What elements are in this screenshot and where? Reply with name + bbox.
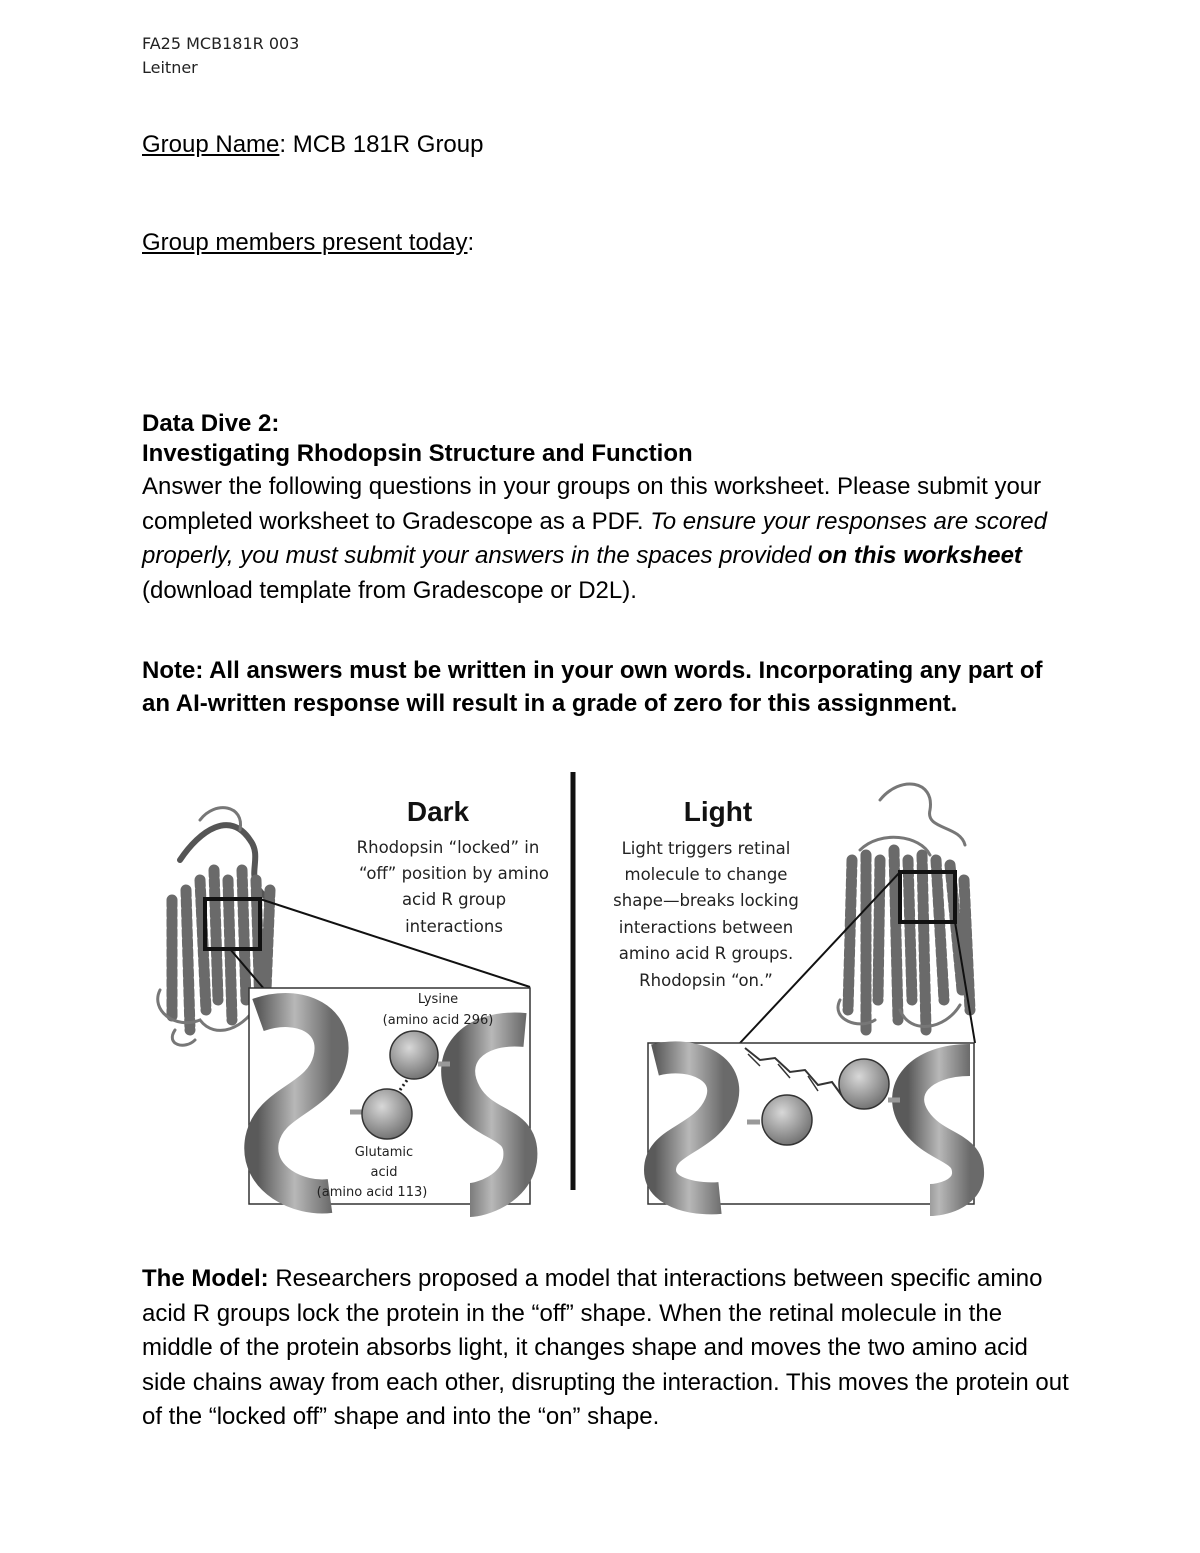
group-name-value: : MCB 181R Group bbox=[279, 131, 484, 158]
glutamic-acid-residue bbox=[362, 1089, 412, 1139]
instructions-end: (download template from Gradescope or D2L). bbox=[142, 576, 637, 604]
dark-caption-line: interactions bbox=[405, 917, 503, 936]
dark-caption bbox=[357, 838, 549, 936]
group-members-suffix: : bbox=[467, 229, 475, 256]
assignment-title: Data Dive 2: bbox=[142, 410, 280, 437]
light-protein-structure bbox=[838, 784, 970, 1030]
lysine-label: Lysine bbox=[417, 992, 459, 1007]
instructions-text: Answer the following questions in your groups on this worksheet. Please submit your completed worksheet to Gradescope as a PDF. bbox=[142, 473, 1042, 535]
group-members-label: Group members present today bbox=[142, 229, 468, 256]
light-caption-line: amino acid R groups. bbox=[618, 944, 794, 963]
light-caption-line: molecule to change bbox=[624, 865, 788, 884]
dark-caption-line: “off” position by amino bbox=[358, 864, 550, 883]
dark-zoom-panel bbox=[249, 988, 530, 1204]
light-caption-line: Rhodopsin “on.” bbox=[639, 971, 773, 990]
glutamic-acid-residue bbox=[762, 1095, 812, 1145]
light-caption-line: Light triggers retinal bbox=[621, 839, 791, 858]
light-caption-line: shape—breaks locking bbox=[613, 891, 799, 910]
dark-title: Dark bbox=[406, 796, 470, 827]
instructor-name: Leitner bbox=[142, 58, 198, 77]
assignment-subtitle: Investigating Rhodopsin Structure and Function bbox=[142, 440, 693, 467]
lysine-label: (amino acid 296) bbox=[382, 1013, 494, 1028]
dark-caption-line: Rhodopsin “locked” in bbox=[356, 838, 540, 857]
ai-policy-note: Note: All answers must be written in your own words. Incorporating any part of an AI-written response will result in a grade of zero for this assignment. bbox=[142, 657, 1043, 717]
light-title: Light bbox=[683, 796, 753, 827]
lysine-residue bbox=[390, 1031, 438, 1079]
glutamic-acid-label: (amino acid 113) bbox=[316, 1185, 428, 1200]
model-label: The Model: bbox=[142, 1265, 269, 1292]
glutamic-acid-label: acid bbox=[370, 1165, 398, 1180]
light-zoom-panel bbox=[648, 1043, 974, 1204]
instructions-emphasis: on this worksheet bbox=[817, 542, 1022, 569]
lysine-residue bbox=[839, 1059, 889, 1109]
dark-zoom-line-top bbox=[260, 899, 530, 987]
group-name-label: Group Name bbox=[142, 131, 280, 158]
model-text: Researchers proposed a model that interactions between specific amino acid R groups lock the protein in the “off” shape. When the retinal molecule in the middle of the protein absorbs light, it changes shape and moves the two amino acid side chains away from each other, disrupting the interaction. This moves the protein out of the “locked off” shape and into the “on” shape. bbox=[142, 1265, 1069, 1430]
dark-caption-line: acid R group bbox=[401, 890, 507, 909]
glutamic-acid-label: Glutamic bbox=[354, 1145, 414, 1160]
light-caption-line: interactions between bbox=[618, 918, 794, 937]
instructions-italic: To ensure your responses are scored properly, you must submit your answers in the spaces provided bbox=[142, 507, 1047, 569]
light-caption bbox=[613, 839, 799, 990]
course-code: FA25 MCB181R 003 bbox=[142, 34, 300, 53]
model-paragraph bbox=[142, 1262, 1072, 1435]
